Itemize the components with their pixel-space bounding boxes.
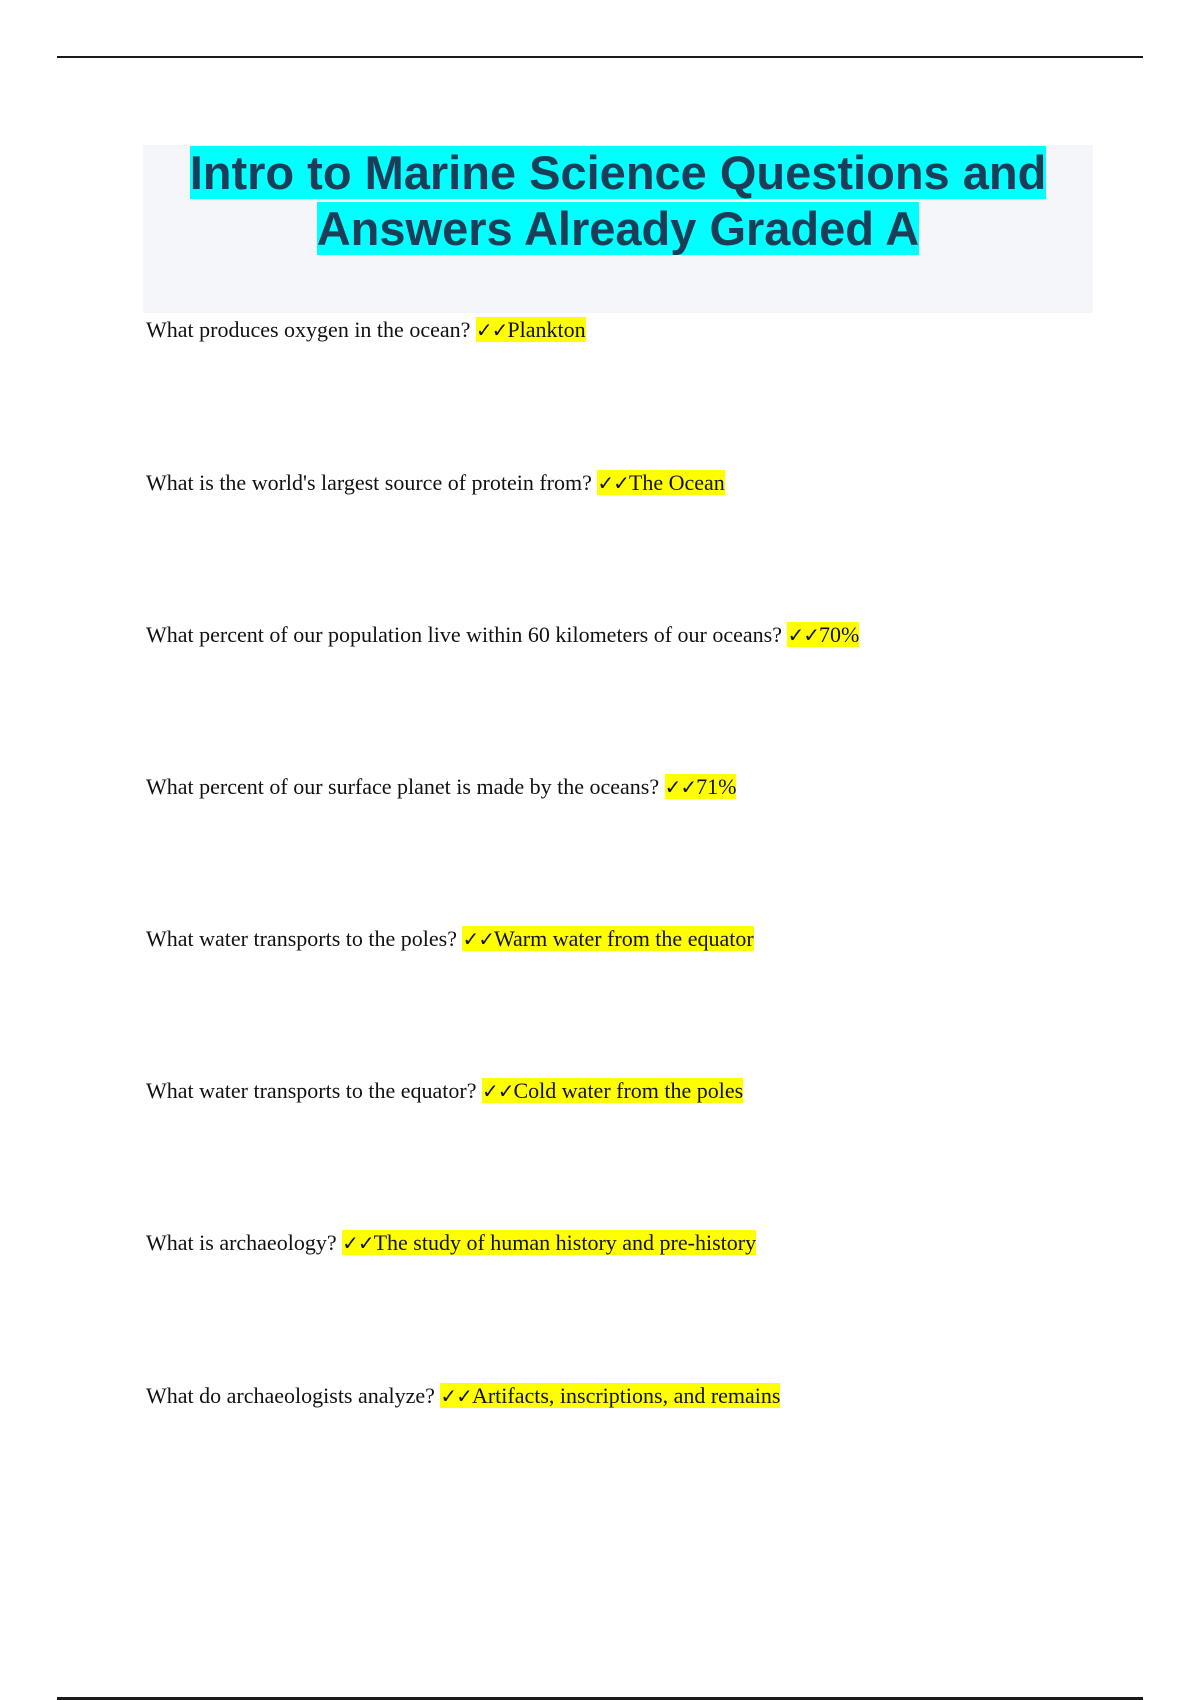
double-check-icon: ✓✓ [462, 927, 494, 951]
qa-item [146, 1382, 780, 1410]
answer-text: The Ocean [628, 470, 725, 495]
question-text: What water transports to the equator? [146, 1078, 482, 1103]
answer-highlight [476, 317, 586, 342]
title-line-2: Answers Already Graded A [316, 202, 920, 255]
question-text: What is the world's largest source of protein from? [146, 470, 598, 495]
question-text: What water transports to the poles? [146, 926, 463, 951]
answer-highlight [597, 470, 724, 495]
answer-highlight [787, 622, 859, 647]
answer-text: Warm water from the equator [493, 926, 754, 951]
answer-text: Artifacts, inscriptions, and remains [471, 1383, 781, 1408]
question-text: What do archaeologists analyze? [146, 1383, 441, 1408]
double-check-icon: ✓✓ [440, 1384, 472, 1408]
qa-item [146, 1229, 756, 1257]
question-text: What percent of our surface planet is made by the oceans? [146, 774, 665, 799]
answer-text: Plankton [507, 317, 586, 342]
header-rule [57, 56, 1143, 58]
answer-highlight [482, 1078, 743, 1103]
question-text: What is archaeology? [146, 1230, 343, 1255]
answer-text: 70% [819, 622, 860, 647]
document-title [143, 145, 1093, 257]
title-line-1: Intro to Marine Science Questions and [189, 146, 1047, 199]
qa-item [146, 773, 736, 801]
double-check-icon: ✓✓ [597, 471, 629, 495]
double-check-icon: ✓✓ [342, 1231, 374, 1255]
double-check-icon: ✓✓ [475, 318, 508, 342]
answer-highlight [462, 926, 753, 951]
double-check-icon: ✓✓ [664, 775, 697, 799]
qa-item [146, 1077, 743, 1105]
title-panel [143, 145, 1093, 313]
double-check-icon: ✓✓ [481, 1079, 514, 1103]
qa-item [146, 469, 725, 497]
answer-text: Cold water from the poles [513, 1078, 744, 1103]
qa-item [146, 925, 754, 953]
answer-highlight [440, 1383, 780, 1408]
double-check-icon: ✓✓ [787, 623, 819, 647]
answer-text: The study of human history and pre-history [373, 1230, 757, 1255]
question-text: What produces oxygen in the ocean? [146, 317, 476, 342]
qa-item [146, 621, 859, 649]
qa-item [146, 316, 586, 344]
answer-highlight [665, 774, 737, 799]
answer-highlight [342, 1230, 756, 1255]
question-text: What percent of our population live within 60 kilometers of our oceans? [146, 622, 788, 647]
answer-text: 71% [696, 774, 737, 799]
